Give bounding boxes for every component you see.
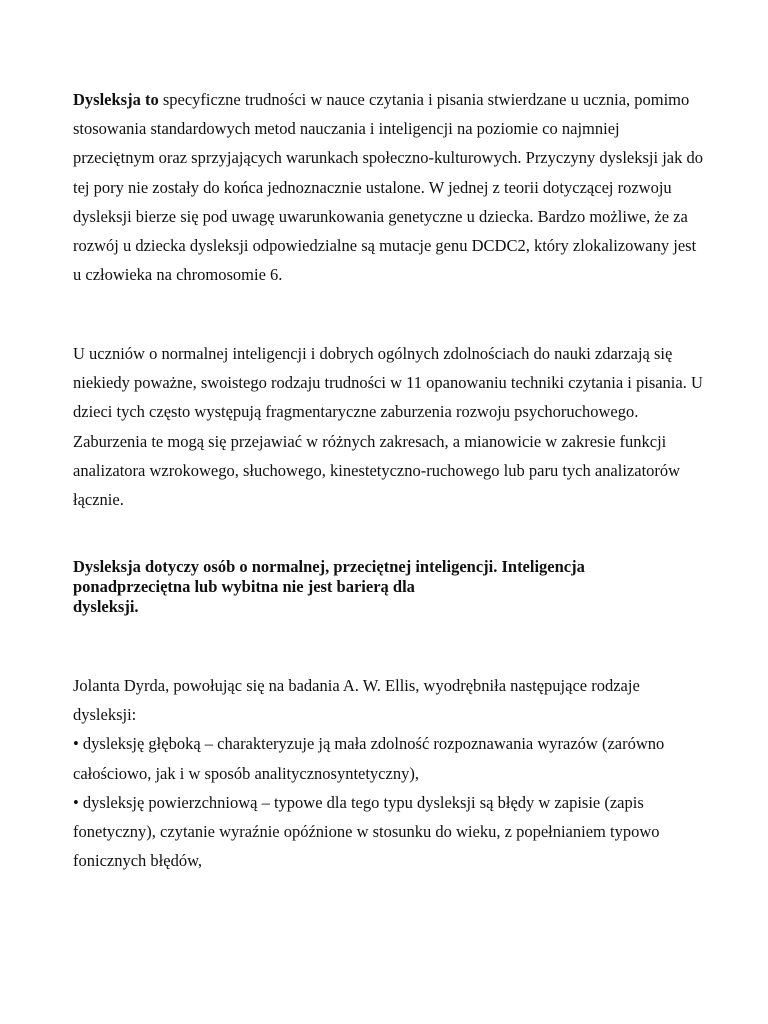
definition-text: specyficzne trudności w nauce czytania i pisania stwierdzane u ucznia, pomimo stosowania standardowych metod nauczania i inteligencji na poziomie co najmniej przeciętnym oraz sprzyjających warunkach społeczno-kulturowych. Przyczyny dysleksji jak do tej pory nie zostały do końca jednoznacznie ustalone. W jednej z teorii dotyczącej rozwoju dysleksji bierze się pod uwagę uwarunkowania genetyczne u dziecka. Bardzo możliwe, że za rozwój u dziecka dysleksji odpowiedzialne są mutacje genu DCDC2, który zlokalizowany jest u człowieka na chromosomie 6. [73,90,703,285]
list-item-deep-dyslexia: • dysleksję głęboką – charakteryzuje ją mała zdolność rozpoznawania wyrazów (zarówno całościowo, jak i w sposób analitycznosyntetyczny), [73,734,665,783]
types-intro: Jolanta Dyrda, powołując się na badania A. W. Ellis, wyodrębniła następujące rodzaje dysleksji: [73,676,640,725]
heading-line-3: dysleksji. [73,597,139,616]
paragraph-types [73,671,703,875]
heading-line-1: Dysleksja dotyczy osób o normalnej, przeciętnej inteligencji. Inteligencja [73,557,585,576]
bold-heading [73,557,703,617]
paragraph-students [73,339,703,514]
paragraph-definition [73,85,703,289]
definition-lead-term: Dysleksja to [73,90,159,109]
students-text: U uczniów o normalnej inteligencji i dobrych ogólnych zdolnościach do nauki zdarzają się niekiedy poważne, swoistego rodzaju trudności w 11 opanowaniu techniki czytania i pisania. U dzieci tych często występują fragmentaryczne zaburzenia rozwoju psychoruchowego. Zaburzenia te mogą się przejawiać w różnych zakresach, a mianowicie w zakresie funkcji analizatora wzrokowego, słuchowego, kinestetyczno-ruchowego lub paru tych analizatorów łącznie. [73,344,703,510]
list-item-surface-dyslexia: • dysleksję powierzchniową – typowe dla tego typu dysleksji są błędy w zapisie (zapis fonetyczny), czytanie wyraźnie opóźnione w stosunku do wieku, z popełnianiem typowo fonicznych błędów, [73,792,660,871]
heading-line-2: ponadprzeciętna lub wybitna nie jest barierą dla [73,577,415,596]
